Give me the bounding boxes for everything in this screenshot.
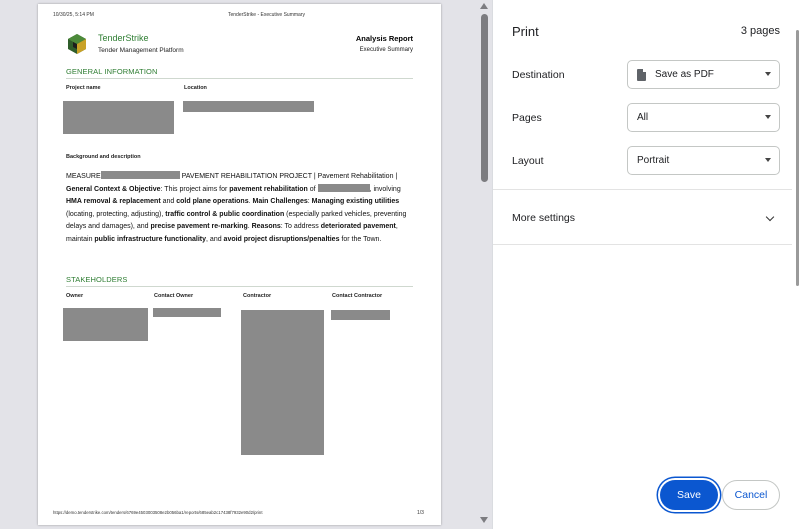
chevron-down-icon bbox=[765, 72, 771, 76]
print-title: Print bbox=[512, 24, 539, 39]
redacted-location bbox=[183, 101, 314, 112]
settings-divider bbox=[493, 189, 793, 190]
report-subtitle: Executive Summary bbox=[359, 47, 413, 53]
chevron-down-icon bbox=[765, 115, 771, 119]
section-divider bbox=[66, 78, 413, 79]
layout-label: Layout bbox=[512, 155, 544, 167]
print-settings-panel bbox=[492, 0, 800, 529]
document-icon bbox=[637, 69, 646, 81]
destination-value: Save as PDF bbox=[655, 69, 714, 80]
section-divider bbox=[66, 286, 413, 287]
panel-scrollbar-thumb[interactable] bbox=[796, 30, 799, 286]
label-location: Location bbox=[184, 85, 207, 91]
layout-select[interactable] bbox=[627, 146, 780, 175]
more-settings-toggle[interactable]: More settings bbox=[512, 212, 576, 224]
section-stakeholders: STAKEHOLDERS bbox=[66, 275, 128, 284]
redacted-measure bbox=[101, 171, 180, 179]
pages-label: Pages bbox=[512, 112, 542, 124]
page-footer-number: 1/3 bbox=[417, 510, 424, 516]
scroll-up-arrow-icon[interactable] bbox=[480, 3, 488, 9]
report-title: Analysis Report bbox=[355, 34, 413, 43]
redacted-contact-owner bbox=[153, 308, 221, 317]
destination-label: Destination bbox=[512, 69, 565, 81]
cube-logo-icon bbox=[67, 33, 87, 55]
header-contact-contractor: Contact Contractor bbox=[332, 293, 383, 299]
section-general-information: GENERAL INFORMATION bbox=[66, 67, 158, 76]
page-header-title: TenderStrike - Executive Summary bbox=[228, 12, 305, 18]
label-background: Background and description bbox=[66, 154, 141, 160]
chevron-down-icon bbox=[765, 158, 771, 162]
redacted-contractor bbox=[241, 310, 324, 455]
header-contractor: Contractor bbox=[243, 293, 272, 299]
cancel-button[interactable]: Cancel bbox=[722, 480, 780, 510]
pages-select[interactable] bbox=[627, 103, 780, 132]
redacted-project-name bbox=[63, 101, 174, 134]
header-contact-owner: Contact Owner bbox=[154, 293, 194, 299]
layout-value: Portrait bbox=[637, 155, 670, 166]
redacted-owner bbox=[63, 308, 148, 341]
save-button[interactable]: Save bbox=[660, 480, 718, 510]
redacted-contact-contractor bbox=[331, 310, 390, 320]
project-description: MEASURE PAVEMENT REHABILITATION PROJECT | Pavement Rehabilitation | General Context & Objective: This project aims for pavement rehabilitation of , involving HMA removal & replacement and cold plane operations. Main Challenges: Managing existing utilities (locating, protecting, adjusting), traffic control & public coordination (especially parked vehicles, preventing delays and damages), and precise pavement re-marking. Reasons: To address deteriorated pavement, maintain public infrastructure functionality, and avoid project disruptions/penalties for the Town. bbox=[66, 173, 407, 243]
page-header-date: 10/30/25, 5:14 PM bbox=[53, 12, 94, 18]
brand-tagline: Tender Management Platform bbox=[98, 47, 184, 54]
page-count: 3 pages bbox=[740, 25, 780, 37]
brand-name: TenderStrike bbox=[98, 33, 149, 43]
pages-value: All bbox=[637, 112, 649, 123]
preview-page bbox=[38, 4, 441, 525]
preview-scrollbar-thumb[interactable] bbox=[481, 14, 488, 182]
label-project-name: Project name bbox=[66, 85, 101, 91]
redacted-town bbox=[318, 184, 370, 192]
settings-divider bbox=[493, 244, 793, 245]
destination-select[interactable] bbox=[627, 60, 780, 89]
chevron-down-icon[interactable] bbox=[766, 213, 774, 221]
page-footer-url: https://demo.tenderstrike.com/tenders/6769e4503003508e2b056ba1/reports/685eab2c17438f7932e90d2/print bbox=[53, 510, 263, 515]
header-owner: Owner bbox=[66, 293, 84, 299]
scroll-down-arrow-icon[interactable] bbox=[480, 517, 488, 523]
